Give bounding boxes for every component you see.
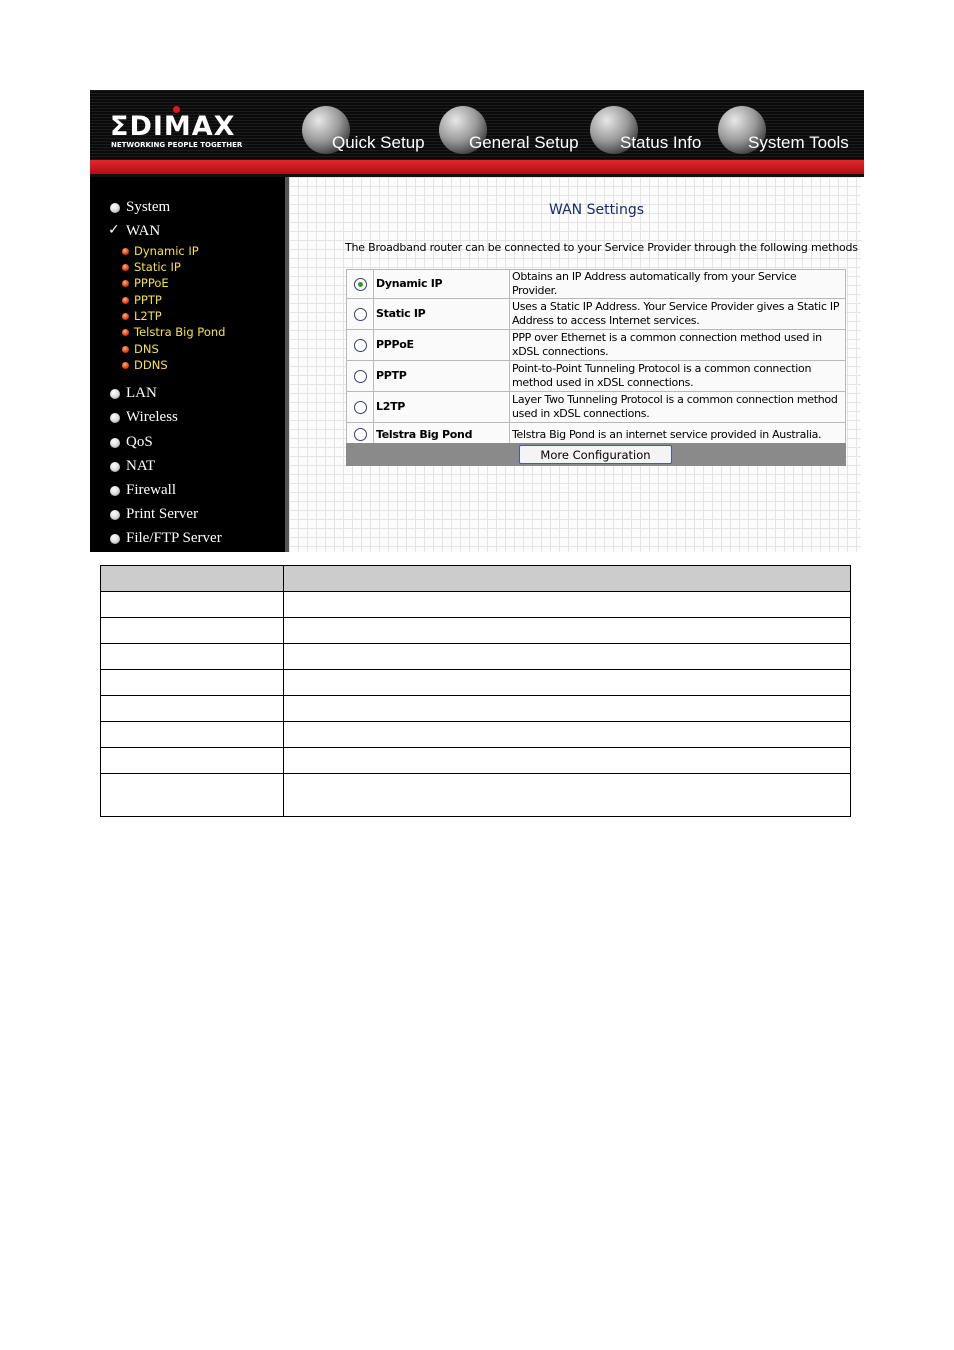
more-configuration-button[interactable]: More Configuration bbox=[519, 445, 672, 464]
bullet-icon bbox=[110, 438, 120, 448]
table-cell bbox=[284, 670, 851, 696]
intro-text: The Broadband router can be connected to your Service Provider through the following methods bbox=[345, 241, 858, 254]
table-row bbox=[101, 592, 851, 618]
method-description: Layer Two Tunneling Protocol is a common connection method used in xDSL connections. bbox=[510, 392, 846, 423]
table-row bbox=[347, 270, 846, 299]
wan-methods-table bbox=[346, 269, 846, 447]
bullet-icon bbox=[122, 346, 129, 353]
sidebar-subitem-label: DDNS bbox=[134, 358, 168, 372]
table-cell bbox=[284, 618, 851, 644]
radio-cell bbox=[347, 392, 374, 423]
table-cell bbox=[284, 722, 851, 748]
table-row bbox=[347, 392, 846, 423]
sidebar-item-label: Wireless bbox=[126, 409, 178, 425]
checkmark-icon: ✓ bbox=[108, 222, 120, 238]
method-name: Static IP bbox=[374, 299, 510, 330]
sidebar-subitem-label: Static IP bbox=[134, 260, 181, 274]
pppoe-radio[interactable] bbox=[354, 339, 367, 352]
bullet-icon bbox=[110, 413, 120, 423]
telstra-big-pond-radio[interactable] bbox=[354, 428, 367, 441]
table-header-row bbox=[101, 566, 851, 592]
sidebar-subitem-label: Dynamic IP bbox=[134, 244, 199, 258]
table-cell bbox=[284, 696, 851, 722]
bullet-icon bbox=[122, 264, 129, 271]
table-row bbox=[101, 696, 851, 722]
table-cell bbox=[284, 592, 851, 618]
main-content bbox=[289, 177, 864, 552]
method-name: PPPoE bbox=[374, 330, 510, 361]
table-cell bbox=[101, 774, 284, 817]
bullet-icon bbox=[122, 313, 129, 320]
page-title: WAN Settings bbox=[549, 202, 644, 218]
table-row bbox=[101, 644, 851, 670]
table-cell bbox=[101, 618, 284, 644]
radio-cell bbox=[347, 330, 374, 361]
bullet-icon bbox=[122, 280, 129, 287]
static-ip-radio[interactable] bbox=[354, 308, 367, 321]
method-description: Point-to-Point Tunneling Protocol is a common connection method used in xDSL connections. bbox=[510, 361, 846, 392]
table-row bbox=[101, 774, 851, 817]
table-row bbox=[101, 722, 851, 748]
sidebar-item-label: NAT bbox=[126, 458, 156, 474]
pptp-radio[interactable] bbox=[354, 370, 367, 383]
sidebar bbox=[90, 177, 285, 552]
sidebar-subitem-label: L2TP bbox=[134, 309, 162, 323]
logo-tagline: NETWORKING PEOPLE TOGETHER bbox=[111, 141, 243, 149]
method-name: Dynamic IP bbox=[374, 270, 510, 299]
logo-text: ΣDIMAX bbox=[110, 111, 236, 142]
table-cell bbox=[284, 644, 851, 670]
sidebar-subitem-label: PPPoE bbox=[134, 276, 169, 290]
bullet-icon bbox=[122, 362, 129, 369]
bullet-icon bbox=[110, 389, 120, 399]
table-cell bbox=[284, 748, 851, 774]
table-cell bbox=[101, 748, 284, 774]
sidebar-subitem-label: DNS bbox=[134, 342, 159, 356]
sidebar-item-label: LAN bbox=[126, 385, 157, 401]
method-description: Obtains an IP Address automatically from your Service Provider. bbox=[510, 270, 846, 299]
method-name: L2TP bbox=[374, 392, 510, 423]
method-description: Uses a Static IP Address. Your Service Provider gives a Static IP Address to access Internet services. bbox=[510, 299, 846, 330]
method-description: PPP over Ethernet is a common connection method used in xDSL connections. bbox=[510, 330, 846, 361]
table-row bbox=[101, 670, 851, 696]
sidebar-subitem-label: Telstra Big Pond bbox=[134, 325, 226, 339]
content-right-border bbox=[861, 177, 864, 552]
table-cell bbox=[284, 774, 851, 817]
table-row bbox=[101, 618, 851, 644]
bullet-icon bbox=[110, 486, 120, 496]
table-cell bbox=[101, 722, 284, 748]
method-description: Telstra Big Pond is an internet service provided in Australia. bbox=[510, 423, 846, 447]
bullet-icon bbox=[110, 534, 120, 544]
bullet-icon bbox=[110, 462, 120, 472]
bullet-icon bbox=[122, 329, 129, 336]
router-admin-screenshot bbox=[90, 90, 864, 552]
nav-status-info-label: Status Info bbox=[620, 133, 702, 152]
nav-general-setup-label: General Setup bbox=[469, 133, 579, 152]
nav-quick-setup-label: Quick Setup bbox=[332, 133, 425, 152]
dynamic-ip-radio[interactable] bbox=[354, 278, 367, 291]
sidebar-subitem-label: PPTP bbox=[134, 293, 162, 307]
bullet-icon bbox=[110, 203, 120, 213]
sidebar-item-label: WAN bbox=[126, 223, 161, 239]
table-cell bbox=[101, 696, 284, 722]
table-cell bbox=[101, 670, 284, 696]
sidebar-item-label: Firewall bbox=[126, 482, 176, 498]
sidebar-item-label: Print Server bbox=[126, 506, 199, 522]
table-header-cell bbox=[101, 566, 284, 592]
document-table bbox=[100, 565, 851, 817]
sidebar-item-label: System bbox=[126, 199, 171, 215]
table-cell bbox=[101, 644, 284, 670]
sidebar-item-label: QoS bbox=[126, 434, 153, 450]
method-name: Telstra Big Pond bbox=[374, 423, 510, 447]
nav-system-tools-label: System Tools bbox=[748, 133, 849, 152]
radio-cell bbox=[347, 299, 374, 330]
button-bar bbox=[346, 443, 846, 466]
header-red-bar bbox=[90, 160, 864, 174]
edimax-logo bbox=[110, 112, 270, 152]
table-row bbox=[347, 330, 846, 361]
sidebar-item-label: File/FTP Server bbox=[126, 530, 222, 546]
method-name: PPTP bbox=[374, 361, 510, 392]
radio-cell bbox=[347, 361, 374, 392]
bullet-icon bbox=[122, 297, 129, 304]
bullet-icon bbox=[122, 248, 129, 255]
radio-cell bbox=[347, 270, 374, 299]
table-cell bbox=[101, 592, 284, 618]
table-row bbox=[347, 299, 846, 330]
l2tp-radio[interactable] bbox=[354, 401, 367, 414]
bullet-icon bbox=[110, 510, 120, 520]
table-header-cell bbox=[284, 566, 851, 592]
header-bar bbox=[90, 90, 864, 160]
table-row bbox=[101, 748, 851, 774]
table-row bbox=[347, 361, 846, 392]
